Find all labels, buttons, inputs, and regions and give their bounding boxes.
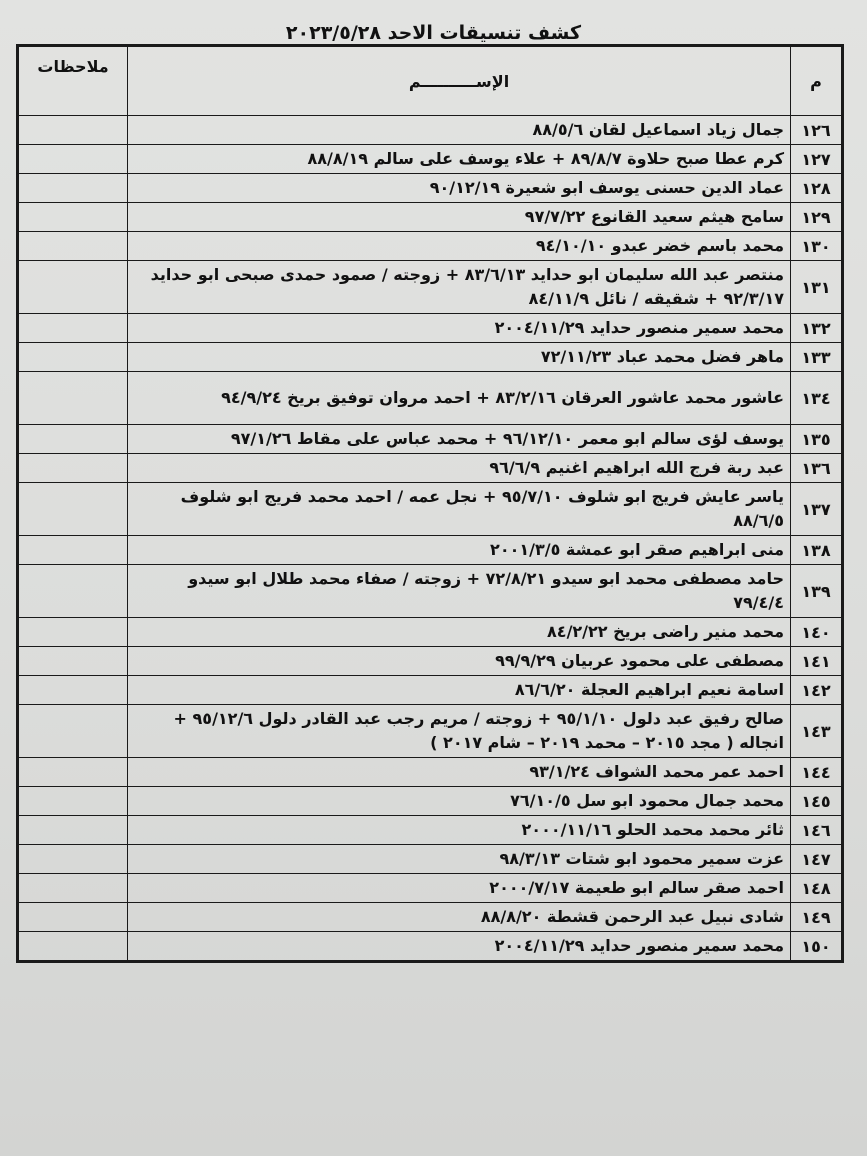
table-row — [18, 174, 843, 203]
header-notes: ملاحظات — [18, 46, 128, 116]
row-name: محمد سمير منصور حدايد ٢٠٠٤/١١/٢٩ — [128, 932, 791, 962]
row-name: منى ابراهيم صقر ابو عمشة ٢٠٠١/٣/٥ — [128, 536, 791, 565]
row-name: مصطفى على محمود عربيان ٩٩/٩/٢٩ — [128, 647, 791, 676]
row-notes — [18, 536, 128, 565]
table-row — [18, 483, 843, 536]
row-notes — [18, 705, 128, 758]
row-number: ١٢٦ — [791, 116, 843, 145]
row-notes — [18, 232, 128, 261]
row-name: محمد جمال محمود ابو سل ٧٦/١٠/٥ — [128, 787, 791, 816]
row-number: ١٤٦ — [791, 816, 843, 845]
row-notes — [18, 483, 128, 536]
table-row — [18, 314, 843, 343]
row-notes — [18, 845, 128, 874]
table-row — [18, 758, 843, 787]
row-name: حامد مصطفى محمد ابو سيدو ٧٢/٨/٢١ + زوجته / صفاء محمد طلال ابو سيدو ٧٩/٤/٤ — [128, 565, 791, 618]
row-number: ١٣٠ — [791, 232, 843, 261]
names-table — [16, 44, 844, 963]
table-header-row — [18, 46, 843, 116]
row-number: ١٤٠ — [791, 618, 843, 647]
row-notes — [18, 261, 128, 314]
row-name: محمد باسم خضر عبدو ٩٤/١٠/١٠ — [128, 232, 791, 261]
table-row — [18, 903, 843, 932]
row-name: عماد الدين حسنى يوسف ابو شعيرة ٩٠/١٢/١٩ — [128, 174, 791, 203]
row-notes — [18, 874, 128, 903]
row-name: ثائر محمد محمد الحلو ٢٠٠٠/١١/١٦ — [128, 816, 791, 845]
table-row — [18, 145, 843, 174]
row-number: ١٤١ — [791, 647, 843, 676]
table-row — [18, 816, 843, 845]
row-notes — [18, 903, 128, 932]
row-number: ١٤٧ — [791, 845, 843, 874]
row-notes — [18, 758, 128, 787]
table-row — [18, 425, 843, 454]
row-name: اسامة نعيم ابراهيم العجلة ٨٦/٦/٢٠ — [128, 676, 791, 705]
row-number: ١٤٢ — [791, 676, 843, 705]
row-number: ١٣٥ — [791, 425, 843, 454]
row-notes — [18, 676, 128, 705]
row-number: ١٣٣ — [791, 343, 843, 372]
table-row — [18, 536, 843, 565]
row-notes — [18, 203, 128, 232]
table-row — [18, 343, 843, 372]
row-number: ١٣٩ — [791, 565, 843, 618]
row-notes — [18, 816, 128, 845]
row-number: ١٣٤ — [791, 372, 843, 425]
row-name: سامح هيثم سعيد القانوع ٩٧/٧/٢٢ — [128, 203, 791, 232]
row-name: يوسف لؤى سالم ابو معمر ٩٦/١٢/١٠ + محمد عباس على مقاط ٩٧/١/٢٦ — [128, 425, 791, 454]
row-name: احمد صقر سالم ابو طعيمة ٢٠٠٠/٧/١٧ — [128, 874, 791, 903]
row-name: عاشور محمد عاشور العرقان ٨٣/٢/١٦ + احمد مروان توفيق بريخ ٩٤/٩/٢٤ — [128, 372, 791, 425]
table-row — [18, 232, 843, 261]
row-name: شادى نبيل عبد الرحمن قشطة ٨٨/٨/٢٠ — [128, 903, 791, 932]
row-notes — [18, 314, 128, 343]
row-number: ١٣٨ — [791, 536, 843, 565]
table-row — [18, 787, 843, 816]
row-name: احمد عمر محمد الشواف ٩٣/١/٢٤ — [128, 758, 791, 787]
table-row — [18, 116, 843, 145]
row-name: جمال زياد اسماعيل لقان ٨٨/٥/٦ — [128, 116, 791, 145]
table-row — [18, 647, 843, 676]
table-row — [18, 618, 843, 647]
row-number: ١٣٢ — [791, 314, 843, 343]
row-number: ١٤٤ — [791, 758, 843, 787]
table-row — [18, 932, 843, 962]
row-number: ١٢٩ — [791, 203, 843, 232]
row-notes — [18, 372, 128, 425]
header-number: م — [791, 46, 843, 116]
page-title: كشف تنسيقات الاحد ٢٠٢٣/٥/٢٨ — [285, 22, 582, 44]
row-number: ١٥٠ — [791, 932, 843, 962]
row-number: ١٣١ — [791, 261, 843, 314]
row-name: ماهر فضل محمد عباد ٧٢/١١/٢٣ — [128, 343, 791, 372]
row-notes — [18, 145, 128, 174]
row-notes — [18, 932, 128, 962]
row-number: ١٣٦ — [791, 454, 843, 483]
row-name: ياسر عايش فريج ابو شلوف ٩٥/٧/١٠ + نجل عمه / احمد محمد فريج ابو شلوف ٨٨/٦/٥ — [128, 483, 791, 536]
table-row — [18, 565, 843, 618]
row-notes — [18, 343, 128, 372]
header-name: الإســــــــــم — [128, 46, 791, 116]
row-number: ١٤٨ — [791, 874, 843, 903]
row-name: منتصر عبد الله سليمان ابو حدايد ٨٣/٦/١٣ + زوجته / صمود حمدى صبحى ابو حدايد ٩٢/٣/١٧ + شقيقه / نائل ٨٤/١١/٩ — [128, 261, 791, 314]
row-number: ١٤٩ — [791, 903, 843, 932]
row-notes — [18, 647, 128, 676]
row-number: ١٢٨ — [791, 174, 843, 203]
row-notes — [18, 116, 128, 145]
row-name: محمد منير راضى بريخ ٨٤/٢/٢٢ — [128, 618, 791, 647]
table-row — [18, 705, 843, 758]
row-notes — [18, 787, 128, 816]
row-notes — [18, 174, 128, 203]
row-number: ١٤٣ — [791, 705, 843, 758]
table-row — [18, 676, 843, 705]
table-row — [18, 454, 843, 483]
row-name: عبد ربة فرج الله ابراهيم اغنيم ٩٦/٦/٩ — [128, 454, 791, 483]
row-name: كرم عطا صبح حلاوة ٨٩/٨/٧ + علاء يوسف على سالم ٨٨/٨/١٩ — [128, 145, 791, 174]
table-row — [18, 874, 843, 903]
table-row — [18, 845, 843, 874]
row-name: عزت سمير محمود ابو شتات ٩٨/٣/١٣ — [128, 845, 791, 874]
row-notes — [18, 454, 128, 483]
row-number: ١٣٧ — [791, 483, 843, 536]
table-row — [18, 372, 843, 425]
row-notes — [18, 565, 128, 618]
table-row — [18, 261, 843, 314]
row-number: ١٤٥ — [791, 787, 843, 816]
table-body — [18, 116, 843, 962]
row-notes — [18, 618, 128, 647]
row-notes — [18, 425, 128, 454]
row-name: محمد سمير منصور حدايد ٢٠٠٤/١١/٢٩ — [128, 314, 791, 343]
row-name: صالح رفيق عبد دلول ٩٥/١/١٠ + زوجته / مريم رجب عبد القادر دلول ٩٥/١٢/٦ + انجاله ( مجد ٢٠١٥ – محمد ٢٠١٩ – شام ٢٠١٧ ) — [128, 705, 791, 758]
table-row — [18, 203, 843, 232]
row-number: ١٢٧ — [791, 145, 843, 174]
